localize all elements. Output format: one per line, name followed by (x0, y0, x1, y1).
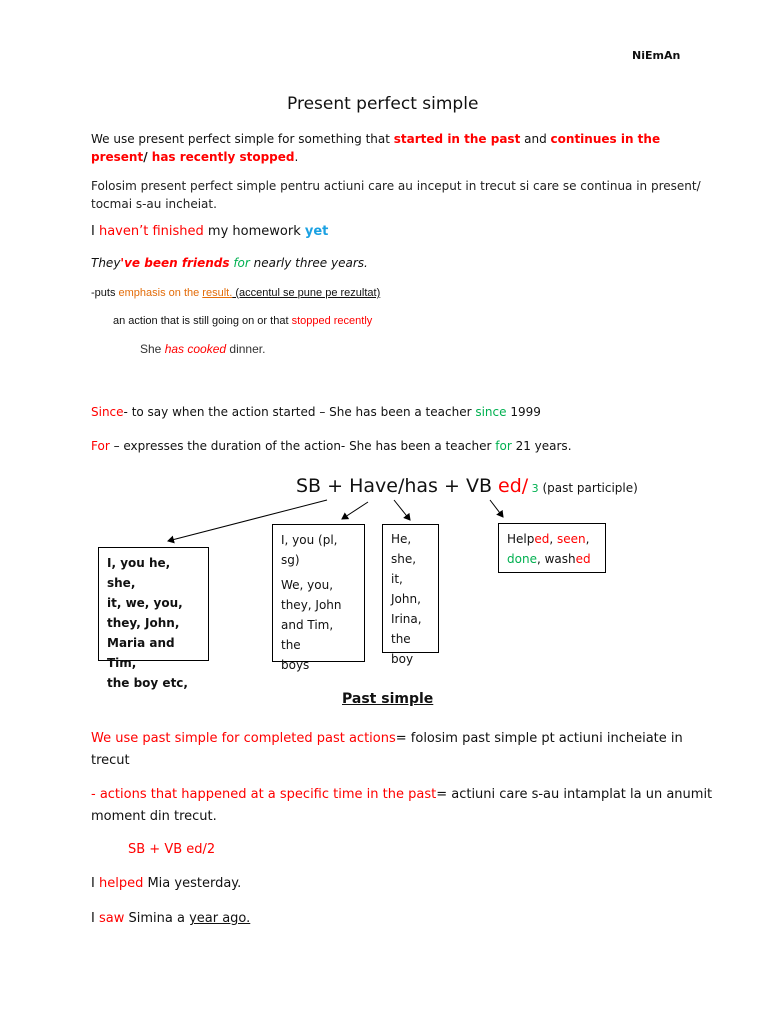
past-simple-heading: Past simple (342, 691, 434, 707)
box2-line: boys (281, 658, 310, 672)
box2-top-line: I, you (pl, sg) (281, 533, 338, 567)
note-result: result. (202, 287, 233, 299)
example-text: They (91, 256, 121, 270)
intro-highlight-stopped: has recently stopped (147, 150, 295, 164)
pronoun-box-3 (382, 524, 439, 666)
example-verb: 've been friends (120, 256, 230, 270)
box3-line: boy (391, 652, 414, 666)
ps-highlight: - actions that happened at a specific time in the past (91, 787, 437, 802)
note-text: an action that is still going on or that (113, 315, 292, 327)
ps-text: = actiuni care s-au intamplat la un anumit (436, 787, 713, 802)
box3-line: she, it, (391, 552, 417, 586)
note-ro: (accentul se pune pe rezultat) (232, 287, 381, 299)
box4-ed: ed (575, 552, 591, 566)
ps-ex-text: Mia yesterday. (143, 876, 242, 891)
formula-main: SB + Have/has + VB (296, 475, 499, 497)
ps-text: moment din trecut. (91, 809, 217, 824)
example-for: for (229, 256, 250, 270)
formula-ed: ed/ (498, 475, 529, 497)
intro-ro-line1: Folosim present perfect simple pentru actiuni care au inceput in trecut si care se continua in present/ (91, 179, 701, 193)
intro-highlight-continues: continues in the (550, 132, 661, 146)
box4-text: , (585, 532, 590, 546)
page-title: Present perfect simple (287, 94, 479, 114)
ps-text: trecut (91, 753, 130, 768)
box4-ed: ed (534, 532, 550, 546)
ps-ex-text: Simina a (124, 911, 190, 926)
intro-slash: / (143, 150, 148, 164)
since-text: - to say when the action started – She has been a teacher (123, 405, 476, 419)
for-text: – expresses the duration of the action- She has been a teacher (109, 439, 496, 453)
pronoun-box-2 (272, 524, 365, 672)
box3-line: Irina, (391, 612, 422, 626)
since-word: since (475, 405, 507, 419)
for-years: 21 years. (511, 439, 572, 453)
box2-line: We, you, (281, 578, 334, 592)
note-emphasis-word: emphasis on the (118, 287, 203, 299)
box4-text: , (549, 532, 557, 546)
note-stopped: stopped recently (291, 315, 373, 327)
past-simple-paragraph-1 (91, 728, 683, 772)
since-year: 1999 (506, 405, 541, 419)
author-name: NiEmAn (632, 49, 681, 62)
verb-examples-box (498, 523, 606, 573)
box4-done: done (507, 552, 537, 566)
past-simple-example-1 (91, 876, 241, 891)
intro-highlight-started: started in the past (393, 132, 521, 146)
box4-line2 (507, 549, 597, 569)
example-verb: haven’t finished (98, 224, 204, 239)
example-text: She (140, 342, 165, 356)
box3-line: John, (391, 592, 421, 606)
box1-line: it, we, you, (107, 596, 183, 610)
ps-text: = folosim past simple pt actiuni incheiate in (395, 731, 683, 746)
pronoun-box-1 (98, 547, 209, 690)
example-yet: yet (304, 224, 329, 239)
since-label: Since (91, 405, 124, 419)
past-simple-example-2 (91, 911, 250, 926)
example-verb: has cooked (164, 342, 227, 356)
example-text: my homework (203, 224, 305, 239)
note-text: -puts (91, 287, 119, 299)
box4-text: Help (507, 532, 535, 546)
box2-line: and Tim, the (281, 618, 334, 652)
for-label: For (91, 439, 110, 453)
box1-line: they, John, (107, 616, 180, 630)
box2-line: they, John (281, 598, 342, 612)
intro-text: and (520, 132, 551, 146)
intro-text: We use present perfect simple for something that (91, 132, 394, 146)
ps-ex-time: year ago. (189, 911, 251, 926)
example-text: dinner. (226, 342, 266, 356)
ps-ex-text: I (91, 876, 99, 891)
intro-ro-line2: tocmai s-au incheiat. (91, 197, 217, 211)
past-simple-paragraph-2 (91, 784, 712, 828)
box4-line1 (507, 529, 597, 549)
box3-line: the (391, 632, 411, 646)
arrow-to-box4 (490, 500, 503, 517)
past-simple-formula: SB + VB ed/2 (128, 842, 216, 857)
arrow-to-box2 (342, 502, 368, 519)
ps-highlight: We use past simple for completed past actions (91, 731, 396, 746)
ps-ex-verb: helped (98, 876, 144, 891)
box3-line: He, (391, 532, 412, 546)
intro-highlight-present: present (91, 150, 144, 164)
formula-note: (past participle) (538, 481, 638, 495)
box1-line: I, you he, she, (107, 556, 171, 590)
formula-three: 3 (528, 482, 539, 495)
ps-ex-text: I (91, 911, 99, 926)
ps-ex-verb: saw (98, 911, 125, 926)
box1-line: the boy etc, (107, 676, 188, 690)
box4-seen: seen (557, 532, 586, 546)
box4-text: , wash (536, 552, 576, 566)
example-text: nearly three years. (249, 256, 368, 270)
for-word: for (495, 439, 512, 453)
intro-text: . (294, 150, 299, 164)
arrow-to-box3 (394, 500, 410, 520)
box1-line: Maria and Tim, (107, 636, 175, 670)
example-text: I (91, 224, 99, 239)
